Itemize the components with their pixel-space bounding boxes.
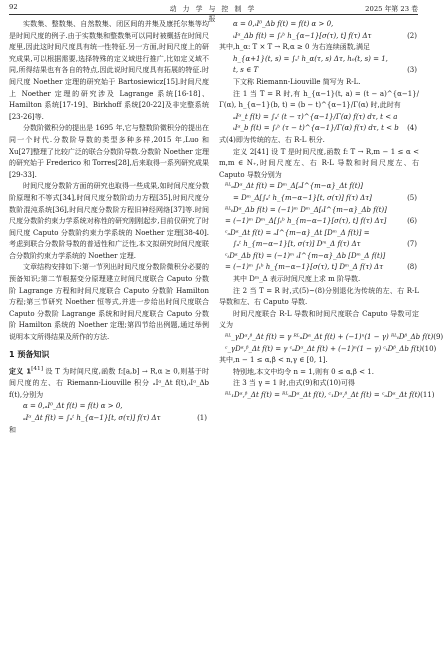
note-2: 注 2 当 T = R 时,式(5)~(8)分别退化为传统的左、右 R-L 导数和左、右 Caputo 导数. bbox=[219, 286, 419, 307]
equation-6a: ᴿᴸₜDᵅ_Δb f(t) = (−1)ᵐ Dᵐ_Δ[ₜI^{m−α}_Δb f(t)] bbox=[225, 205, 387, 214]
equation-number: (6) bbox=[407, 217, 417, 226]
equation-9: ᴿᴸ_γDᵅ,ᵝ_Δt f(t) = γ ᴿᴸₐDᵅ_Δt f(t) + (−1)ⁿ(1 − γ) ᴿᴸₜDᵝ_Δb f(t) (9) bbox=[219, 332, 419, 344]
page-number: 92 bbox=[9, 3, 18, 11]
header-rule bbox=[9, 14, 418, 15]
issue-info: 2025 年第 23 卷 bbox=[365, 5, 418, 13]
paragraph-eq4: 式(4)即为传统的左、右 R-L 积分. bbox=[219, 135, 325, 144]
equation-5a: ᴿᴸₐDᵅ_Δt f(t) = Dᵐ_Δ[ₐI^{m−α}_Δt f(t)] bbox=[225, 182, 364, 191]
paragraph-rl-abbrev: 下文称 Riemann-Liouville 简写为 R-L. bbox=[233, 77, 361, 86]
equation-8a: ᶜₜDᵅ_Δb f(t) = (−1)ᵐ ₜI^{m−α}_Δb [Dᵐ_Δ f(t)] bbox=[225, 251, 386, 260]
section-title: 1 预备知识 bbox=[9, 349, 50, 359]
equation-7a: ᶜₐDᵅ_Δt f(t) = ₐI^{m−α}_Δt [Dᵐ_Δ f(t)] = bbox=[225, 228, 370, 237]
definition-1 bbox=[9, 364, 209, 401]
equation-4a: ₐIᵅ_t f(t) = ∫ₐᵗ (t − τ)^{α−1}/Γ(α) f(τ) dτ, t < a bbox=[233, 112, 398, 121]
right-column bbox=[219, 19, 443, 402]
equation-8b: = (−1)ᵐ ∫ₜᵇ h_{m−α−1}[σ(τ), t] Dᵐ_Δ f(τ) Δτ (8) bbox=[219, 262, 419, 274]
equation-5b: = Dᵐ_Δ[∫ₐᵗ h_{m−α−1}[t, σ(τ)] f(τ) Δτ] (5) bbox=[219, 193, 419, 205]
equation-number: (1) bbox=[197, 413, 207, 422]
equation-11: ᴿᴸ₁Dᵅ,ᵝ_Δt f(t) = ᴿᴸₐDᵅ_Δt f(t), ᶜ₁Dᵅ,ᵝ_Δt f(t) = ᶜₐDᵅ_Δt f(t) (11) bbox=[219, 390, 419, 402]
condition-left-integral: α = 0,ₐI⁰_Δt f(t) = f(t) α > 0, bbox=[23, 402, 123, 411]
condition-right-integral: α = 0,ₜI⁰_Δb f(t) = f(t) α > 0, bbox=[233, 20, 334, 28]
equation-number: (5) bbox=[407, 193, 417, 202]
equation-number: (4) bbox=[407, 124, 417, 133]
paragraph-structure: 文章结构安排如下:第一节列出时间尺度分数阶微积分必要的预备知识;第二节根据变分原理建立时间尺度联合 Caputo 分数阶 Lagrange 方程和时间尺度联合 Caputo 分数阶 Hamilton 方程;第三节研究 Noether 恒等式,并进一步给出时间尺度联合 Caputo 分数阶 Lagrange 系统和时间尺度联合 Caputo 分数阶 Hamilton 系统的 Noether 定理;第四节给出例题,通过举例说明本文所得结果及所作的方法. bbox=[9, 263, 209, 342]
paragraph-joint-derivatives: 时间尺度联合 R-L 导数和时间尺度联合 Caputo 导数可定义为 bbox=[219, 309, 419, 330]
definition-2: 定义 2[41] 设 T 是时间尺度,函数 f: T → R,m − 1 ≤ α < m,m ∈ N₊,时间尺度左、右 R-L 导数和时间尺度左、右 Caputo 导数分别为 bbox=[219, 147, 419, 179]
equation-3b: t, s ∈ T (3) bbox=[219, 65, 419, 77]
paragraph-fractional-calculus: 分数阶微积分的提出是 1695 年,它与整数阶微积分的提出在同一个时代.分数阶导数的类型多种多样,2015 年,Luo 和 Xu[27]整理了比较广泛的联合分数阶导数.分数阶 Noether 定理的研究始于 Frederico 和 Torres[28],后来取得一系列研究成果[29-33]. bbox=[9, 124, 209, 179]
journal-title: 动 力 学 与 控 制 学 报 bbox=[169, 5, 257, 23]
equation-4b: ₜIᵅ_b f(t) = ∫ₜᵇ (τ − t)^{α−1}/Γ(α) f(τ) dτ, t < b (4) bbox=[219, 123, 419, 135]
equation-number: (7) bbox=[407, 240, 417, 249]
equation-10: ᶜ_γDᵅ,ᵝ_Δt f(t) = γ ᶜₐDᵅ_Δt f(t) + (−1)ⁿ(1 − γ) ᶜₜDᵝ_Δb f(t) (10) bbox=[219, 344, 419, 356]
definition-1-text: 设 T 为时间尺度,函数 f:[a,b] → R,α ≥ 0,则基于时间尺度的左、右 Riemann-Liouville 积分 ₐIᵅ_Δt f(t),ₜIᵅ_Δb f(t),分别为 bbox=[9, 367, 209, 399]
note-1: 注 1 当 T = R 时,有 h_{α−1}(t, a) = (t − a)^{α−1}/Γ(α), h_{α−1}(b, t) = (b − t)^{α−1}/Γ(α) 时,此时有 bbox=[219, 89, 419, 110]
left-column bbox=[9, 19, 209, 436]
equation-1: ₐIᵅ_Δt f(t) = ∫ₐᵗ h_{α−1}[t, σ(τ)] f(τ) Δτ (1) bbox=[9, 413, 209, 425]
paragraph-time-scale-fractional: 时间尺度分数阶方面的研究也取得一些成果,如时间尺度分数阶原理和不等式[34],时间尺度分数阶动力方程[35],时间尺度分数阶混沌系统[36],时间尺度分数阶方程旧神经网络[37]等.时间尺度分数阶约束力学系统对称性的研究刚刚起步,目前仅研究了时间尺度 Caputo 分数阶约束力学系统的 Noether 定理[38-40].考虑到联合分数阶导数的普适性和广泛性,本文拟研究时间尺度联合分数阶约束力学系统的 Noether 定理. bbox=[9, 182, 209, 260]
note-3: 注 3 当 γ = 1 时,由式(9)和式(10)可得 bbox=[233, 379, 355, 388]
equation-6b: = (−1)ᵐ Dᵐ_Δ[∫ₜᵇ h_{m−α−1}[σ(τ), t] f(τ) Δτ] (6) bbox=[219, 216, 419, 228]
paragraph-n-range: 其中,n − 1 ≤ α,β < n,γ ∈ [0, 1]. bbox=[219, 356, 328, 365]
equation-3a: h_{α+1}(t, s) = ∫ₛᵗ h_α(τ, s) Δτ, h₀(t, s) = 1, bbox=[233, 54, 388, 63]
equation-7b: ∫ₐᵗ h_{m−α−1}[t, σ(τ)] Dᵐ_Δ f(τ) Δτ (7) bbox=[219, 239, 419, 251]
paragraph-dm: 其中 Dᵐ_Δ 表示时间尺度上求 m 阶导数. bbox=[233, 275, 361, 284]
equation-number: (11) bbox=[420, 391, 435, 399]
running-header bbox=[0, 0, 427, 23]
definition-1-label: 定义 1 bbox=[9, 367, 32, 376]
equation-number: (2) bbox=[407, 31, 417, 40]
continuation-word: 和 bbox=[9, 425, 16, 434]
equation-number: (3) bbox=[407, 66, 417, 75]
paragraph-special-case: 特别地,本文中均令 n = 1,则有 0 ≤ α,β < 1. bbox=[233, 367, 374, 376]
definition-1-ref: [41] bbox=[31, 366, 44, 373]
equation-number: (9) bbox=[433, 333, 443, 342]
equation-2: ₜIᵅ_Δb f(t) = ∫ₜᵇ h_{α−1}[σ(τ), t] f(τ) Δτ (2) bbox=[219, 31, 419, 43]
paragraph-time-scales: 实数集、整数集、自然数集、闭区间的并集及康托尔集等均是时间尺度的例子.由于实数集和整数集可以同时被概括在时间尺度里,因此这时间尺度具有统一性特征.另一方面,时间尺度上的研究成果,可以根据需要,选择特殊的定义域进行推广,比如定义域不同,所得结果也有各自的特点,因此说时间尺度具有拓展的特征.时间尺度 Noether 定理的研究始于 Bartosiewicz[15].时间尺度上 Noether 定理的研究涉及 Lagrange 系统[16-18]、Hamilton 系统[17-19]、Birkhoff 系统[20-22]及非完整系统[23-26]等. bbox=[9, 20, 209, 121]
paragraph-h-function: 其中,h_α: T × T → R,α ≥ 0 为右连续函数,满足 bbox=[219, 43, 370, 52]
equation-number: (10) bbox=[421, 344, 437, 353]
equation-number: (8) bbox=[407, 263, 417, 272]
